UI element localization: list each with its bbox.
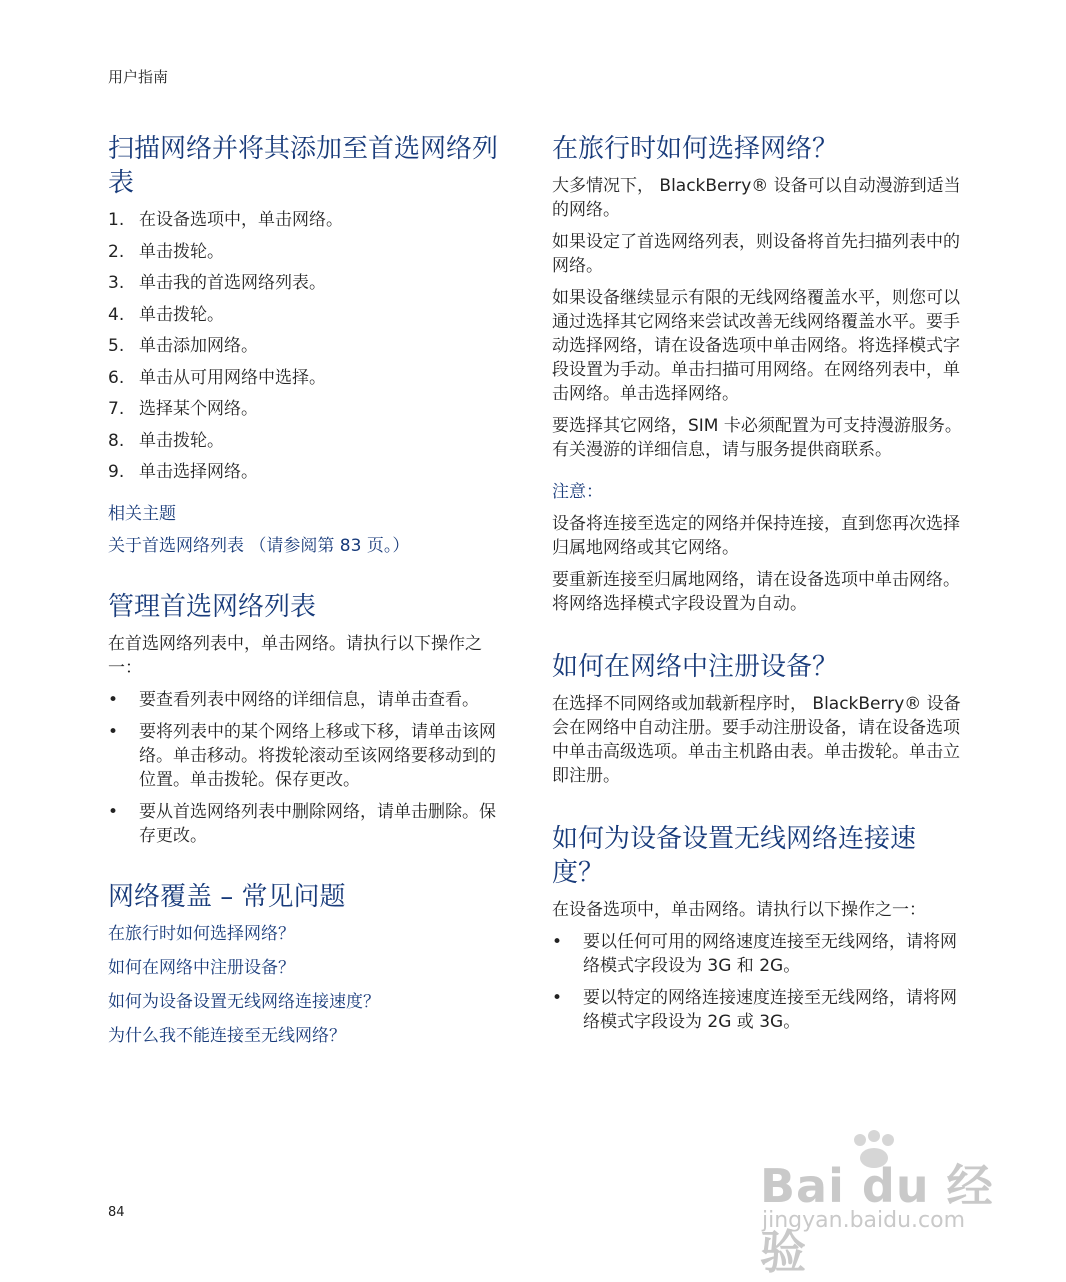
bullet-item: • 要以任何可用的网络速度连接至无线网络，请将网络模式字段设为 3G 和 2G。 bbox=[552, 932, 957, 976]
watermark-url: jingyan.baidu.com bbox=[762, 1208, 966, 1233]
travel-paragraph: 大多情况下， BlackBerry® 设备可以自动漫游到适当的网络。 bbox=[552, 176, 961, 220]
step-item: 1. 在设备选项中，单击网络。 bbox=[108, 210, 343, 230]
baidu-watermark bbox=[750, 1130, 1010, 1279]
left-column bbox=[108, 132, 508, 1058]
page-number: 84 bbox=[108, 1205, 125, 1220]
step-item: 9. 单击选择网络。 bbox=[108, 462, 258, 482]
register-paragraph: 在选择不同网络或加载新程序时， BlackBerry® 设备会在网络中自动注册。要手动注册设备，请在设备选项中单击高级选项。单击主机路由表。单击拨轮。单击立即注册。 bbox=[552, 694, 961, 786]
note-paragraph: 设备将连接至选定的网络并保持连接，直到您再次选择归属地网络或其它网络。 bbox=[552, 514, 960, 558]
note-paragraph: 要重新连接至归属地网络，请在设备选项中单击网络。将网络选择模式字段设置为自动。 bbox=[552, 570, 960, 614]
section-title-speed: 如何为设备设置无线网络连接速度？ bbox=[552, 824, 917, 888]
faq-link-cannot-connect[interactable]: 为什么我不能连接至无线网络？ bbox=[108, 1026, 346, 1046]
travel-paragraph: 如果设定了首选网络列表，则设备将首先扫描列表中的网络。 bbox=[552, 232, 960, 276]
bullet-item: • 要查看列表中网络的详细信息，请单击查看。 bbox=[108, 690, 479, 710]
bullet-item: • 要从首选网络列表中删除网络，请单击删除。保存更改。 bbox=[108, 802, 496, 846]
speed-intro: 在设备选项中，单击网络。请执行以下操作之一： bbox=[552, 900, 926, 920]
right-column bbox=[552, 132, 962, 1044]
travel-paragraph: 要选择其它网络，SIM 卡必须配置为可支持漫游服务。有关漫游的详细信息，请与服务提供商联系。 bbox=[552, 416, 962, 460]
step-item: 6. 单击从可用网络中选择。 bbox=[108, 367, 326, 388]
step-item: 4. 单击拨轮。 bbox=[108, 304, 224, 325]
travel-paragraph: 如果设备继续显示有限的无线网络覆盖水平，则您可以通过选择其它网络来尝试改善无线网络覆盖水平。要手动选择网络，请在设备选项中单击网络。将选择模式字段设置为手动。单击扫描可用网络。在网络列表中，单击网络。单击选择网络。 bbox=[552, 288, 960, 404]
step-item: 8. 单击拨轮。 bbox=[108, 430, 224, 451]
step-item: 7. 选择某个网络。 bbox=[108, 399, 258, 419]
steps-list bbox=[108, 208, 508, 484]
note-heading: 注意： bbox=[552, 482, 603, 502]
running-header: 用户指南 bbox=[108, 68, 169, 86]
step-item: 2. 单击拨轮。 bbox=[108, 241, 224, 262]
section-title-travel: 在旅行时如何选择网络？ bbox=[552, 134, 839, 164]
manage-bullets bbox=[108, 688, 508, 848]
section-title-register: 如何在网络中注册设备？ bbox=[552, 652, 839, 682]
bullet-item: • 要以特定的网络连接速度连接至无线网络，请将网络模式字段设为 2G 或 3G。 bbox=[552, 988, 957, 1032]
watermark-logo: Bai du 经验 bbox=[760, 1159, 994, 1279]
bullet-item: • 要将列表中的某个网络上移或下移，请单击该网络。单击移动。将拨轮滚动至该网络要移动到的位置。单击拨轮。保存更改。 bbox=[108, 722, 496, 790]
faq-link-speed[interactable]: 如何为设备设置无线网络连接速度？ bbox=[108, 992, 380, 1012]
section-title-faq: 网络覆盖 – 常见问题 bbox=[108, 882, 346, 912]
speed-bullets bbox=[552, 930, 962, 1034]
faq-link-travel[interactable]: 在旅行时如何选择网络？ bbox=[108, 924, 295, 944]
related-topics-heading: 相关主题 bbox=[108, 504, 176, 524]
related-topic-link[interactable]: 关于首选网络列表 （请参阅第 83 页。） bbox=[108, 536, 410, 556]
manage-intro: 在首选网络列表中，单击网络。请执行以下操作之一： bbox=[108, 634, 482, 678]
step-item: 3. 单击我的首选网络列表。 bbox=[108, 273, 326, 293]
section-title-scan-network: 扫描网络并将其添加至首选网络列表 bbox=[108, 134, 499, 198]
faq-link-register[interactable]: 如何在网络中注册设备？ bbox=[108, 958, 295, 978]
section-title-manage-list: 管理首选网络列表 bbox=[108, 592, 317, 622]
step-item: 5. 单击添加网络。 bbox=[108, 336, 258, 356]
